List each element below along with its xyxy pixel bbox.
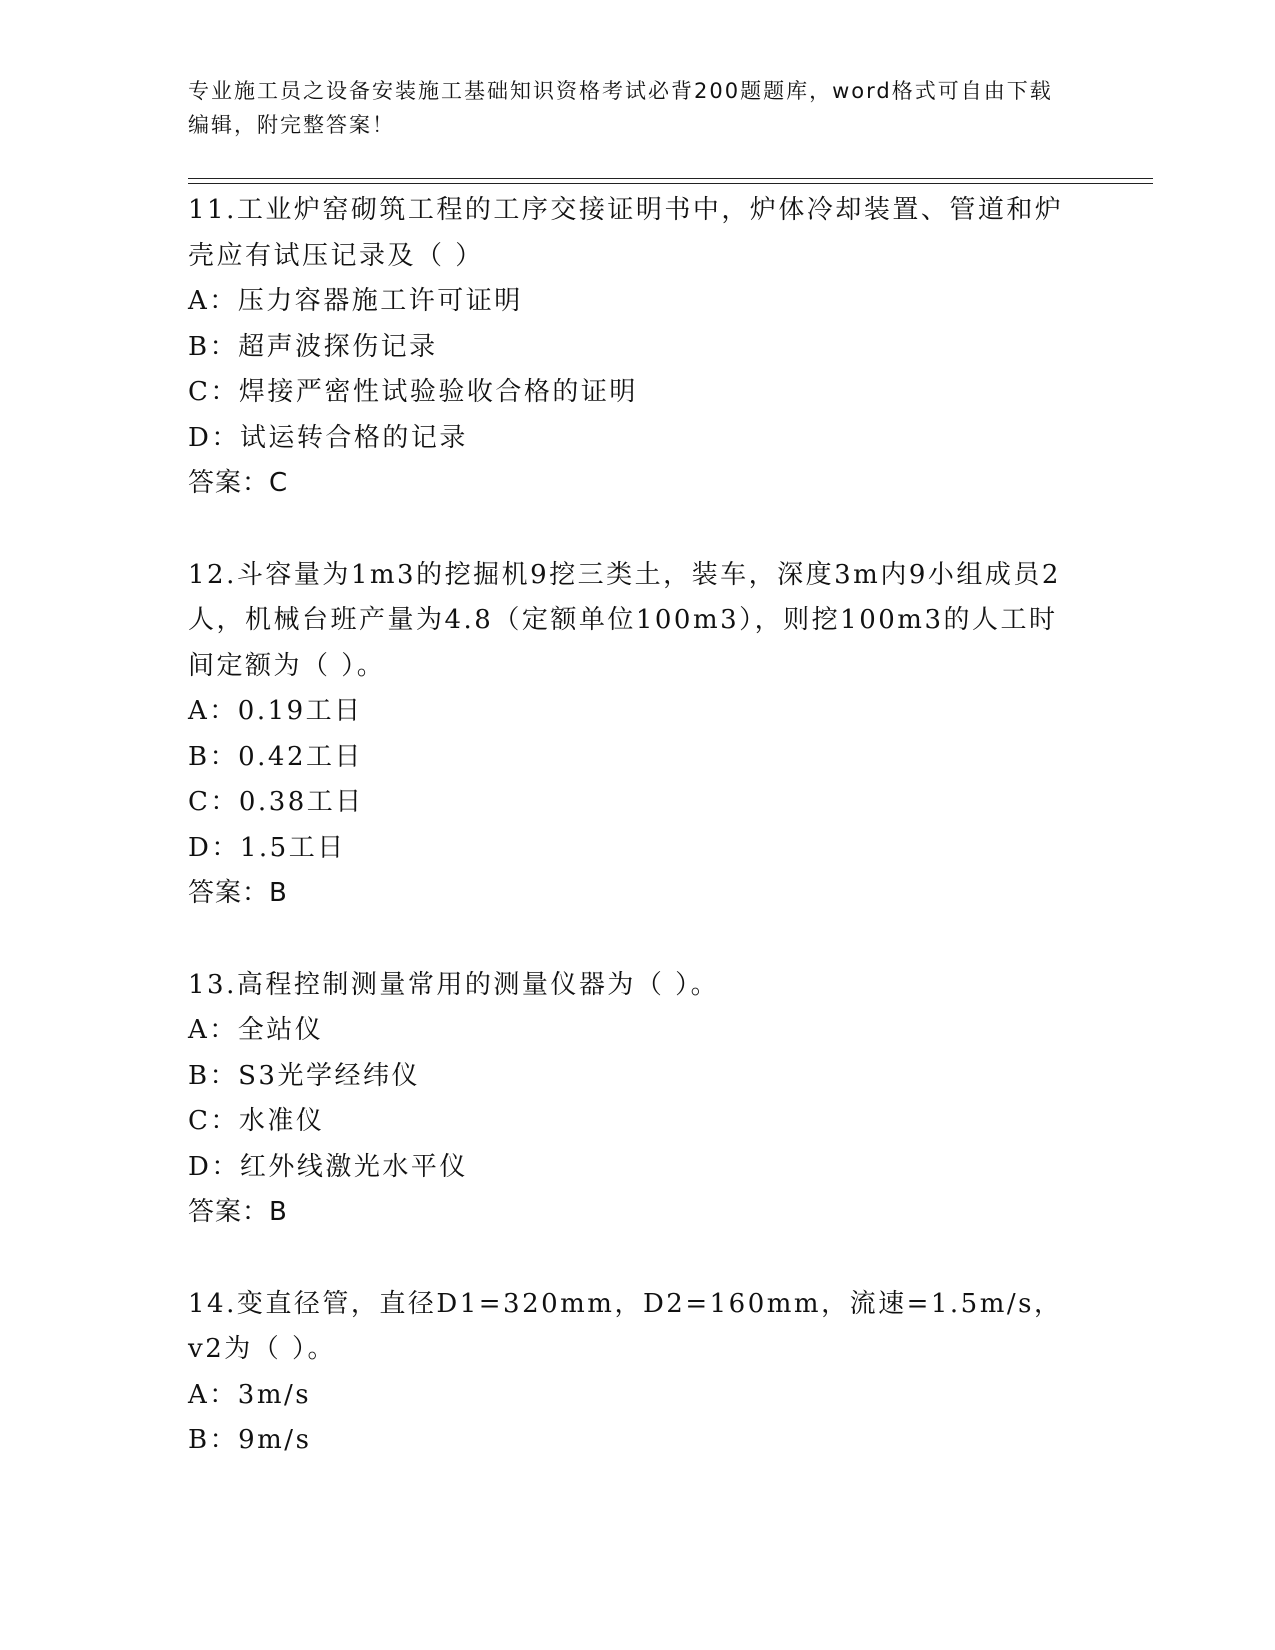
question-13 bbox=[188, 963, 1088, 1236]
option-a: A：3m/s bbox=[188, 1379, 312, 1410]
option-d: D：试运转合格的记录 bbox=[188, 422, 468, 453]
header-divider-top bbox=[188, 178, 1153, 179]
question-list bbox=[188, 188, 1088, 1464]
option-c: C：水准仪 bbox=[188, 1106, 325, 1136]
answer: 答案：C bbox=[188, 468, 289, 498]
question-stem: 14.变直径管，直径D1=320mm，D2=160mm，流速=1.5m/s，v2为（ ）。 bbox=[188, 1288, 1063, 1364]
answer: 答案：B bbox=[188, 878, 288, 908]
option-a: A：压力容器施工许可证明 bbox=[188, 286, 523, 316]
document-header: 专业施工员之设备安装施工基础知识资格考试必背200题题库，word格式可自由下载编辑，附完整答案！ bbox=[188, 79, 1053, 137]
option-b: B：0.42工日 bbox=[188, 741, 363, 772]
option-c: C：0.38工日 bbox=[188, 787, 364, 817]
spacer bbox=[188, 507, 1088, 553]
answer: 答案：B bbox=[188, 1197, 288, 1227]
option-d: D：1.5工日 bbox=[188, 832, 346, 863]
question-11 bbox=[188, 188, 1088, 507]
header-divider-bottom bbox=[188, 183, 1153, 184]
option-c: C：焊接严密性试验验收合格的证明 bbox=[188, 377, 638, 407]
option-b: B：超声波探伤记录 bbox=[188, 331, 438, 362]
spacer bbox=[188, 917, 1088, 963]
option-b: B：9m/s bbox=[188, 1425, 312, 1455]
question-stem: 13.高程控制测量常用的测量仪器为（ ）。 bbox=[188, 969, 720, 1000]
question-stem: 11.工业炉窑砌筑工程的工序交接证明书中，炉体冷却装置、管道和炉壳应有试压记录及（ ） bbox=[188, 195, 1064, 271]
question-14 bbox=[188, 1282, 1088, 1464]
option-a: A：0.19工日 bbox=[188, 696, 363, 726]
question-stem: 12.斗容量为1m3的挖掘机9挖三类土，装车，深度3m内9小组成员2人，机械台班产量为4.8（定额单位100m3），则挖100m3的人工时间定额为（ ）。 bbox=[188, 559, 1061, 681]
option-b: B：S3光学经纬仪 bbox=[188, 1060, 420, 1091]
option-a: A：全站仪 bbox=[188, 1015, 324, 1045]
spacer bbox=[188, 1236, 1088, 1282]
option-d: D：红外线激光水平仪 bbox=[188, 1151, 468, 1182]
question-12 bbox=[188, 553, 1088, 917]
